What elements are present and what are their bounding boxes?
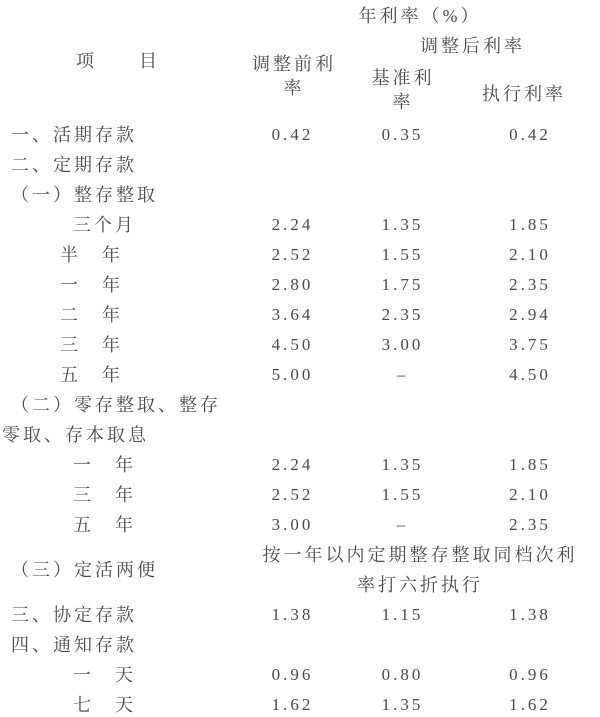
rate-base: 0.80 [381, 665, 424, 684]
table-row [0, 210, 600, 240]
table-row [0, 690, 600, 717]
note-text: 按一年以内定期整存整取同档次利率打六折执行 [262, 545, 578, 595]
row-label: 二 年 [60, 305, 123, 325]
rate-base: 1.15 [381, 605, 424, 624]
col-header-post-adjust: 调整后利率 [420, 36, 525, 56]
rate-base: 0.35 [381, 125, 424, 144]
table-row [0, 150, 600, 180]
table-row [0, 300, 600, 330]
row-label: 四、通知存款 [11, 635, 137, 655]
row-label: （一）整存整取 [11, 185, 158, 205]
rate-exec: 0.42 [509, 125, 551, 144]
row-label: 三 年 [73, 485, 136, 505]
rate-exec: 2.10 [509, 485, 551, 504]
col-header-base-rate: 基准利率 [371, 68, 435, 112]
rate-pre-adjust: 3.64 [271, 305, 314, 324]
table-row [0, 240, 600, 270]
rate-exec: 2.10 [509, 245, 551, 264]
rate-pre-adjust: 0.96 [271, 665, 314, 684]
table-header [0, 0, 600, 120]
table-row [0, 360, 600, 390]
rate-base: 1.35 [381, 455, 424, 474]
rate-pre-adjust: 2.80 [271, 275, 314, 294]
row-label: 三 年 [60, 335, 123, 355]
rate-base: 2.35 [381, 305, 424, 324]
table-row [0, 270, 600, 300]
row-label: （二）零存整取、整存 [11, 395, 221, 415]
row-label: 一 天 [73, 665, 136, 685]
row-label: 一 年 [73, 455, 136, 475]
rate-pre-adjust: 4.50 [271, 335, 314, 354]
rate-exec: 1.38 [509, 605, 551, 624]
col-header-exec-rate: 执行利率 [482, 84, 566, 104]
rate-pre-adjust: 1.38 [271, 605, 314, 624]
rate-pre-adjust: 0.42 [271, 125, 314, 144]
col-header-pre-adjust: 调整前利率 [252, 54, 336, 98]
rate-exec: 2.35 [509, 515, 551, 534]
rate-pre-adjust: 2.24 [271, 215, 314, 234]
rate-base: – [396, 515, 409, 534]
rate-exec: 0.96 [509, 665, 551, 684]
rate-base: 1.55 [381, 245, 424, 264]
rate-exec: 2.94 [509, 305, 551, 324]
table-row [0, 480, 600, 510]
rate-exec: 1.62 [509, 695, 551, 714]
rate-exec: 4.50 [509, 365, 551, 384]
row-label: 五 年 [73, 515, 136, 535]
table-row [0, 540, 600, 600]
rate-exec: 3.75 [509, 335, 551, 354]
rate-pre-adjust: 1.62 [271, 695, 314, 714]
rate-pre-adjust: 5.00 [271, 365, 314, 384]
rate-exec: 2.35 [509, 275, 551, 294]
table-body [0, 120, 600, 717]
unit-title: 年利率（%） [358, 6, 482, 26]
table-row [0, 630, 600, 660]
row-label: 七 天 [73, 695, 136, 715]
table-row [0, 390, 600, 420]
table-row [0, 330, 600, 360]
row-label: （三）定活两便 [11, 560, 158, 580]
row-label: 一 年 [60, 275, 123, 295]
rate-base: 1.35 [381, 215, 424, 234]
row-label: 三、协定存款 [11, 605, 137, 625]
table-row [0, 660, 600, 690]
table-row [0, 510, 600, 540]
row-label: 一、活期存款 [11, 125, 137, 145]
rate-base: 1.35 [381, 695, 424, 714]
rate-base: 3.00 [381, 335, 424, 354]
col-header-item: 项 目 [76, 51, 160, 71]
table-row [0, 600, 600, 630]
table-row [0, 120, 600, 150]
rate-pre-adjust: 2.24 [271, 455, 314, 474]
rate-pre-adjust: 2.52 [271, 485, 314, 504]
row-label: 零取、存本取息 [2, 425, 149, 445]
rate-pre-adjust: 3.00 [271, 515, 314, 534]
table-row [0, 420, 600, 450]
table-row [0, 180, 600, 210]
table-row [0, 450, 600, 480]
rate-base: 1.75 [381, 275, 424, 294]
rate-exec: 1.85 [509, 215, 551, 234]
rate-base: 1.55 [381, 485, 424, 504]
row-label: 三个月 [73, 215, 136, 235]
rate-exec: 1.85 [509, 455, 551, 474]
rate-base: – [396, 365, 409, 384]
row-label: 半 年 [60, 245, 123, 265]
row-label: 五 年 [60, 365, 123, 385]
row-label: 二、定期存款 [11, 155, 137, 175]
rate-pre-adjust: 2.52 [271, 245, 314, 264]
